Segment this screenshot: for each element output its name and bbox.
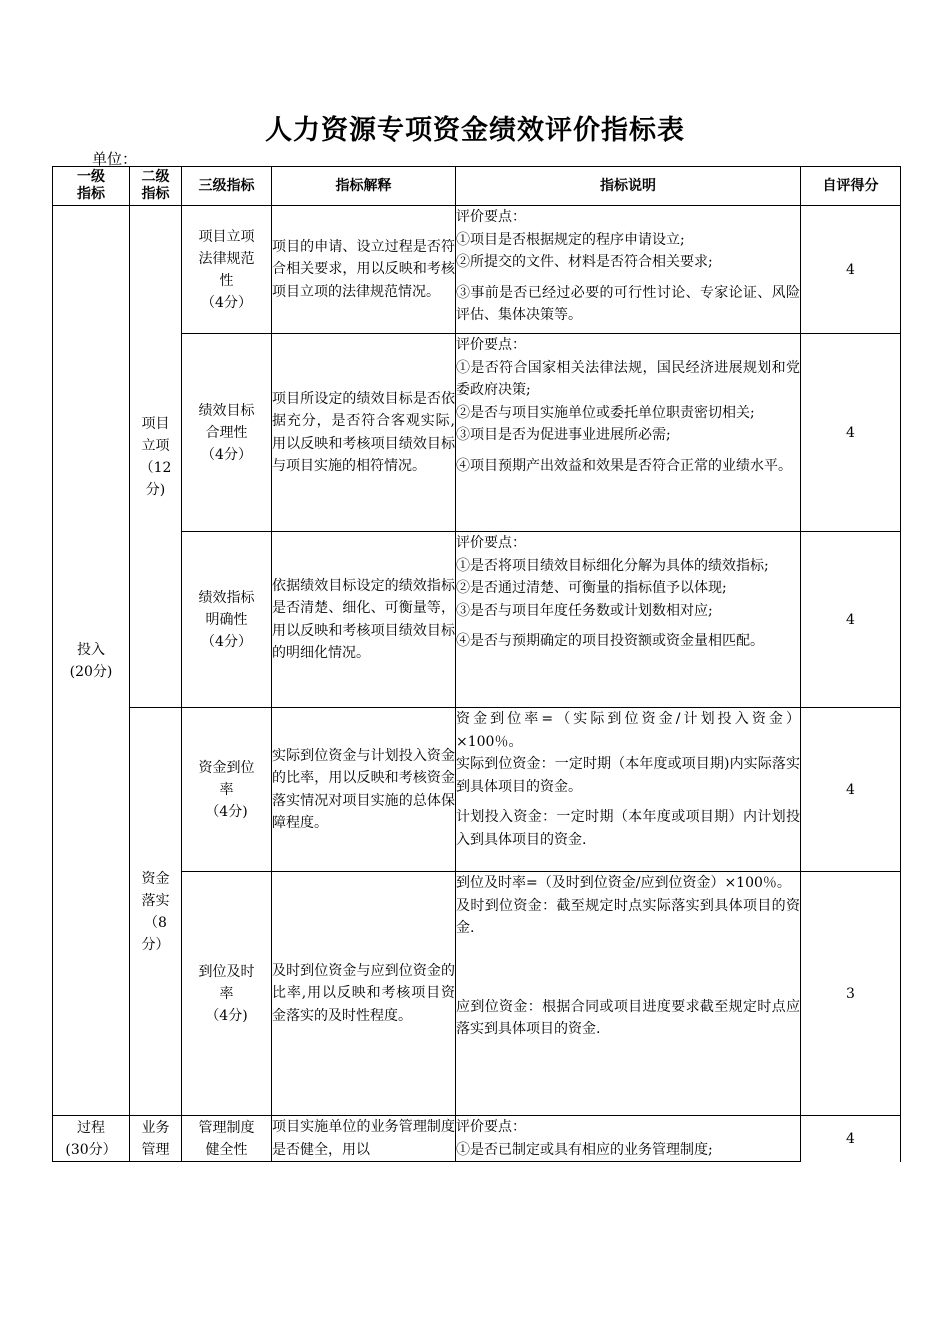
header-level1 (53, 167, 130, 206)
explanation-cell: 实际到位资金与计划投入资金的比率，用以反映和考核资金落实情况对项目实施的总体保障程度。 (272, 708, 456, 872)
unit-label: 单位： (92, 150, 138, 168)
explanation-cell: 项目实施单位的业务管理制度是否健全，用以 (272, 1116, 456, 1162)
table-row (53, 1116, 901, 1162)
table-row (53, 206, 901, 334)
description-line: ②是否与项目实施单位或委托单位职责密切相关; (456, 404, 755, 421)
description-cell (456, 872, 801, 1116)
level1-process-text: 过程 (30分） (65, 1119, 117, 1158)
header-level3: 三级指标 (182, 167, 272, 206)
description-line: ①是否已制定或具有相应的业务管理制度; (456, 1141, 713, 1158)
level3-cell (182, 532, 272, 708)
level3-text: 绩效目标 合理性 （4分） (198, 402, 255, 463)
level3-cell (182, 1116, 272, 1162)
score-cell: 4 (801, 334, 901, 532)
level2-funds-text: 资金 落实 （8 分） (141, 870, 170, 953)
description-cell (456, 206, 801, 334)
description-cell (456, 334, 801, 532)
level2-cell (130, 206, 182, 708)
level2-project-text: 项目 立项 （12 分) (139, 415, 172, 498)
description-line: 评价要点： (456, 1119, 526, 1135)
description-cell (456, 708, 801, 872)
page-title: 人力资源专项资金绩效评价指标表 (265, 115, 685, 146)
level2-business-text: 业务 管理 (141, 1119, 170, 1158)
explanation-cell: 项目的申请、设立过程是否符合相关要求，用以反映和考核项目立项的法律规范情况。 (272, 206, 456, 334)
header-description: 指标说明 (456, 167, 801, 206)
header-score: 自评得分 (801, 167, 901, 206)
description-line: ②是否通过清楚、可衡量的指标值予以体现; (456, 580, 727, 596)
header-level1-text: 一级 指标 (77, 169, 105, 202)
header-row (53, 167, 901, 206)
description-line: ③项目是否为促进事业进展所必需; (456, 427, 671, 443)
explanation-cell: 及时到位资金与应到位资金的比率,用以反映和考核项目资金落实的及时性程度。 (272, 872, 456, 1116)
header-explanation: 指标解释 (272, 167, 456, 206)
level1-cell (53, 206, 130, 1116)
description-line: ①项目是否根据规定的程序申请设立; (456, 231, 685, 248)
description-line: 应到位资金：根据合同或项目进度要求截至规定时点应落实到具体项目的资金. (456, 998, 800, 1037)
description-line: 计划投入资金：一定时期（本年度或项目期）内计划投入到具体项目的资金. (456, 809, 800, 848)
indicator-table (52, 166, 901, 1162)
description-line: ②所提交的文件、材料是否符合相关要求; (456, 254, 713, 270)
level3-cell (182, 708, 272, 872)
level3-cell (182, 206, 272, 334)
description-line: 评价要点： (456, 535, 526, 551)
level3-text: 管理制度 健全性 (198, 1119, 255, 1158)
description-line: ①是否将项目绩效目标细化分解为具体的绩效指标; (456, 557, 769, 574)
level3-cell (182, 872, 272, 1116)
level3-text: 到位及时 率 （4分) (198, 963, 255, 1024)
level1-cell (53, 1116, 130, 1162)
level3-text: 绩效指标 明确性 （4分） (198, 589, 255, 650)
description-line: ④是否与预期确定的项目投资额或资金量相匹配。 (456, 633, 764, 649)
description-line: ③事前是否已经过必要的可行性讨论、专家论证、风险评估、集体决策等。 (456, 284, 800, 323)
level3-text: 项目立项 法律规范 性 （4分） (198, 228, 255, 311)
description-line: ③是否与项目年度任务数或计划数相对应; (456, 602, 713, 619)
description-line: 及时到位资金：截至规定时点实际落实到具体项目的资金. (456, 897, 800, 936)
level2-cell (130, 1116, 182, 1162)
score-cell: 3 (801, 872, 901, 1116)
table-row (53, 708, 901, 872)
score-cell: 4 (801, 708, 901, 872)
description-line: 实际到位资金：一定时期（本年度或项目期)内实际落实到具体项目的资金。 (456, 756, 800, 795)
description-line: ①是否符合国家相关法律法规，国民经济进展规划和党委政府决策; (456, 359, 800, 398)
description-line: 评价要点： (456, 337, 526, 353)
description-cell (456, 1116, 801, 1162)
header-level2-text: 二级 指标 (141, 169, 170, 202)
description-line: 资金到位率=（实际到位资金/计划投入资金）×100％。 (456, 711, 800, 750)
score-cell: 4 (801, 206, 901, 334)
description-cell (456, 532, 801, 708)
level3-cell (182, 334, 272, 532)
description-line: 评价要点： (456, 209, 526, 225)
level3-text: 资金到位 率 （4分) (198, 759, 255, 820)
description-line: 到位及时率=（及时到位资金/应到位资金）×100％。 (456, 875, 791, 891)
score-cell: 4 (801, 1116, 901, 1162)
description-line: ④项目预期产出效益和效果是否符合正常的业绩水平。 (456, 457, 792, 474)
explanation-cell: 项目所设定的绩效目标是否依据充分，是否符合客观实际,用以反映和考核项目绩效目标与项目实施的相符情况。 (272, 334, 456, 532)
explanation-cell: 依据绩效目标设定的绩效指标是否清楚、细化、可衡量等，用以反映和考核项目绩效目标的明细化情况。 (272, 532, 456, 708)
header-level2 (130, 167, 182, 206)
score-cell: 4 (801, 532, 901, 708)
level1-input-text: 投入 (20分) (69, 641, 113, 680)
level2-cell (130, 708, 182, 1116)
